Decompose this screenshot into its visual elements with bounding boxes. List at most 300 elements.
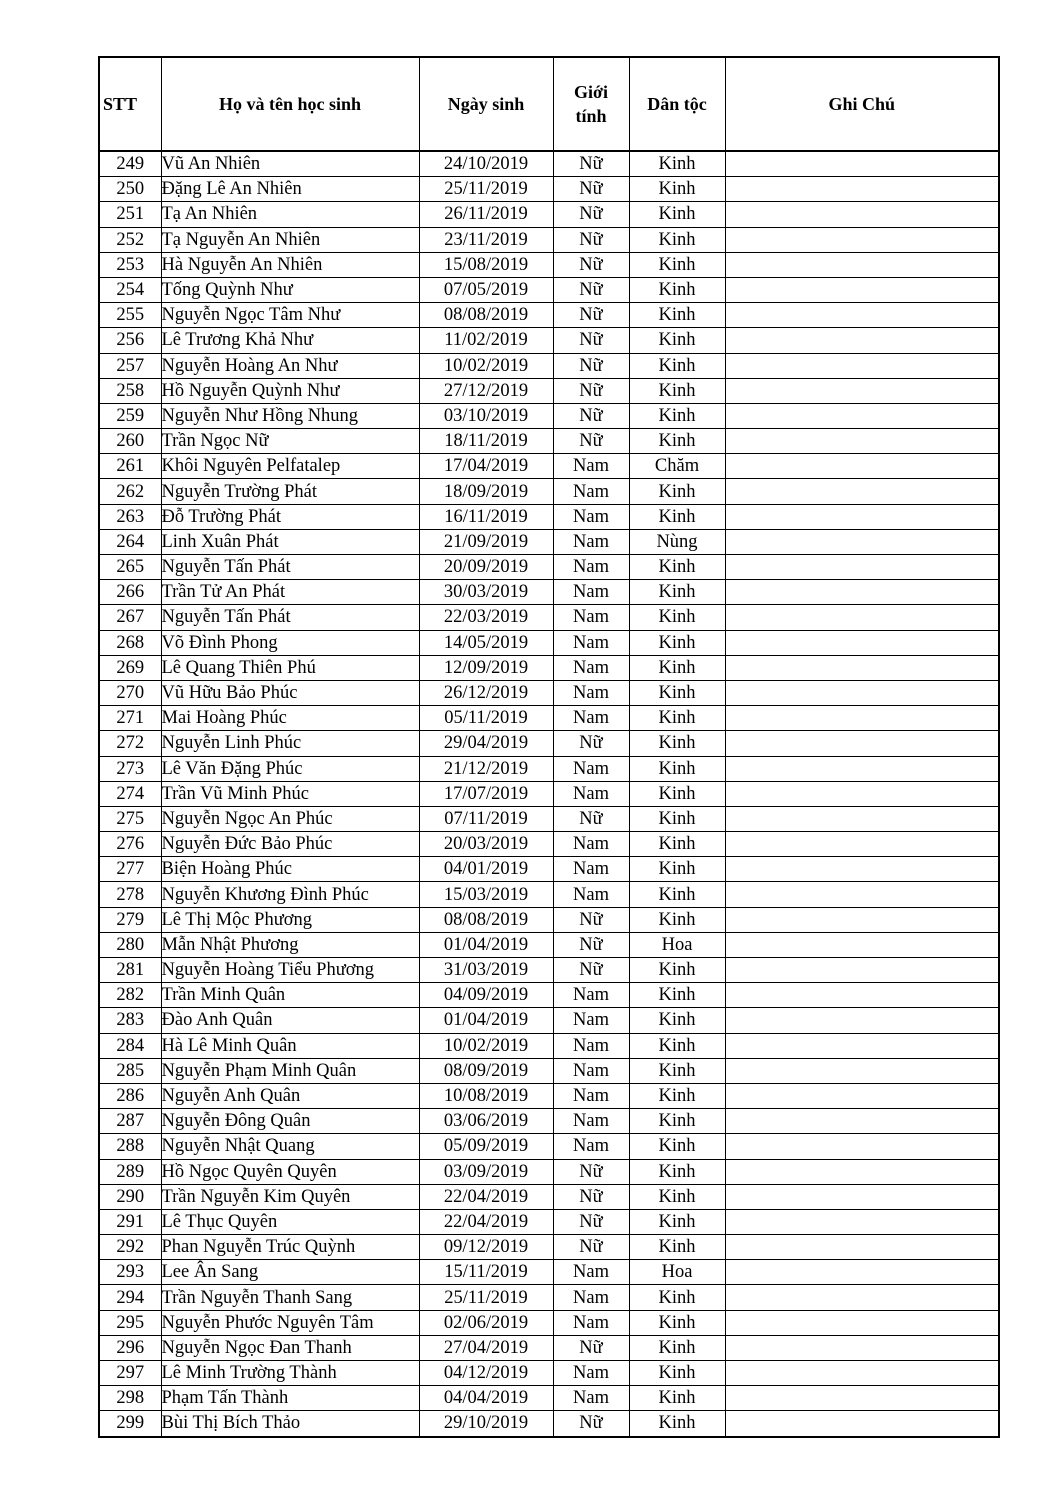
cell-gender: Nữ [553,353,629,378]
cell-stt: 250 [99,177,161,202]
cell-gender: Nữ [553,429,629,454]
table-row [99,731,999,756]
cell-gender: Nữ [553,378,629,403]
cell-stt: 249 [99,151,161,177]
header-note: Ghi Chú [725,57,999,151]
table-row [99,1109,999,1134]
cell-note [725,1184,999,1209]
cell-stt: 263 [99,504,161,529]
table-row [99,857,999,882]
cell-stt: 268 [99,630,161,655]
cell-dob: 14/05/2019 [419,630,553,655]
table-row [99,680,999,705]
cell-gender: Nữ [553,731,629,756]
cell-ethnicity: Kinh [629,680,725,705]
table-row [99,655,999,680]
cell-ethnicity: Kinh [629,1134,725,1159]
cell-ethnicity: Kinh [629,277,725,302]
cell-name: Trần Nguyễn Thanh Sang [161,1285,419,1310]
cell-name: Bùi Thị Bích Thảo [161,1411,419,1437]
cell-ethnicity: Kinh [629,731,725,756]
cell-dob: 26/11/2019 [419,202,553,227]
cell-ethnicity: Kinh [629,1335,725,1360]
cell-note [725,529,999,554]
cell-note [725,756,999,781]
cell-dob: 15/08/2019 [419,252,553,277]
cell-note [725,857,999,882]
cell-dob: 31/03/2019 [419,958,553,983]
cell-note [725,781,999,806]
cell-ethnicity: Kinh [629,1411,725,1437]
cell-dob: 04/01/2019 [419,857,553,882]
table-header-row [99,57,999,151]
header-dob: Ngày sinh [419,57,553,151]
cell-ethnicity: Kinh [629,983,725,1008]
cell-name: Lê Quang Thiên Phú [161,655,419,680]
table-row [99,504,999,529]
table-row [99,227,999,252]
cell-gender: Nữ [553,1184,629,1209]
cell-stt: 274 [99,781,161,806]
cell-stt: 289 [99,1159,161,1184]
cell-gender: Nữ [553,177,629,202]
cell-dob: 24/10/2019 [419,151,553,177]
header-gender [553,57,629,151]
table-row [99,1260,999,1285]
cell-name: Nguyễn Ngọc Tâm Như [161,303,419,328]
cell-gender: Nữ [553,1235,629,1260]
table-row [99,1184,999,1209]
cell-name: Mai Hoàng Phúc [161,706,419,731]
cell-gender: Nữ [553,1335,629,1360]
cell-dob: 20/09/2019 [419,555,553,580]
cell-gender: Nam [553,454,629,479]
cell-dob: 09/12/2019 [419,1235,553,1260]
cell-gender: Nam [553,1361,629,1386]
cell-gender: Nam [553,1310,629,1335]
cell-stt: 259 [99,403,161,428]
cell-name: Nguyễn Hoàng An Như [161,353,419,378]
cell-gender: Nam [553,605,629,630]
cell-stt: 261 [99,454,161,479]
cell-ethnicity: Kinh [629,378,725,403]
cell-name: Lee Ân Sang [161,1260,419,1285]
cell-dob: 08/08/2019 [419,303,553,328]
cell-note [725,1235,999,1260]
cell-name: Nguyễn Đông Quân [161,1109,419,1134]
cell-dob: 25/11/2019 [419,177,553,202]
header-gender-line2: tính [575,106,607,126]
table-row [99,1058,999,1083]
cell-stt: 278 [99,882,161,907]
cell-ethnicity: Kinh [629,832,725,857]
cell-gender: Nữ [553,227,629,252]
cell-note [725,479,999,504]
cell-name: Mẫn Nhật Phương [161,932,419,957]
table-row [99,403,999,428]
cell-name: Tạ An Nhiên [161,202,419,227]
cell-stt: 275 [99,806,161,831]
cell-stt: 256 [99,328,161,353]
cell-note [725,706,999,731]
cell-dob: 17/07/2019 [419,781,553,806]
cell-gender: Nữ [553,403,629,428]
cell-note [725,429,999,454]
cell-stt: 292 [99,1235,161,1260]
cell-note [725,353,999,378]
cell-stt: 287 [99,1109,161,1134]
cell-note [725,958,999,983]
cell-gender: Nam [553,479,629,504]
cell-gender: Nam [553,857,629,882]
cell-note [725,177,999,202]
cell-ethnicity: Hoa [629,1260,725,1285]
table-row [99,1159,999,1184]
cell-name: Trần Tử An Phát [161,580,419,605]
cell-ethnicity: Kinh [629,227,725,252]
cell-stt: 297 [99,1361,161,1386]
cell-gender: Nữ [553,277,629,302]
cell-name: Lê Trương Khả Như [161,328,419,353]
cell-dob: 22/03/2019 [419,605,553,630]
cell-dob: 01/04/2019 [419,1008,553,1033]
cell-ethnicity: Kinh [629,303,725,328]
cell-ethnicity: Kinh [629,177,725,202]
cell-dob: 10/08/2019 [419,1083,553,1108]
cell-stt: 254 [99,277,161,302]
table-row [99,882,999,907]
header-name: Họ và tên học sinh [161,57,419,151]
cell-note [725,555,999,580]
cell-note [725,1310,999,1335]
table-row [99,353,999,378]
cell-gender: Nam [553,580,629,605]
cell-note [725,580,999,605]
cell-ethnicity: Kinh [629,202,725,227]
table-row [99,328,999,353]
cell-gender: Nam [553,630,629,655]
cell-dob: 27/04/2019 [419,1335,553,1360]
cell-name: Linh Xuân Phát [161,529,419,554]
cell-dob: 04/12/2019 [419,1361,553,1386]
table-row [99,806,999,831]
header-stt: STT [99,57,161,151]
cell-dob: 12/09/2019 [419,655,553,680]
table-row [99,479,999,504]
cell-gender: Nam [553,1260,629,1285]
cell-stt: 282 [99,983,161,1008]
cell-ethnicity: Kinh [629,1083,725,1108]
cell-stt: 296 [99,1335,161,1360]
cell-name: Nguyễn Tấn Phát [161,555,419,580]
table-row [99,932,999,957]
cell-ethnicity: Kinh [629,555,725,580]
cell-stt: 265 [99,555,161,580]
cell-note [725,832,999,857]
cell-stt: 279 [99,907,161,932]
cell-name: Nguyễn Linh Phúc [161,731,419,756]
header-gender-line1: Giới [574,82,608,102]
cell-dob: 23/11/2019 [419,227,553,252]
cell-note [725,605,999,630]
cell-note [725,227,999,252]
cell-name: Nguyễn Ngọc An Phúc [161,806,419,831]
cell-name: Nguyễn Như Hồng Nhung [161,403,419,428]
cell-stt: 280 [99,932,161,957]
cell-note [725,731,999,756]
cell-note [725,202,999,227]
cell-note [725,303,999,328]
cell-name: Nguyễn Tấn Phát [161,605,419,630]
cell-gender: Nữ [553,932,629,957]
cell-gender: Nữ [553,328,629,353]
cell-stt: 276 [99,832,161,857]
cell-note [725,1083,999,1108]
table-row [99,177,999,202]
cell-name: Nguyễn Khương Đình Phúc [161,882,419,907]
cell-dob: 27/12/2019 [419,378,553,403]
cell-gender: Nam [553,1033,629,1058]
cell-gender: Nữ [553,202,629,227]
table-row [99,907,999,932]
cell-dob: 04/04/2019 [419,1386,553,1411]
cell-note [725,680,999,705]
cell-gender: Nữ [553,806,629,831]
cell-dob: 03/06/2019 [419,1109,553,1134]
cell-stt: 294 [99,1285,161,1310]
cell-note [725,1159,999,1184]
cell-name: Phan Nguyễn Trúc Quỳnh [161,1235,419,1260]
cell-stt: 258 [99,378,161,403]
cell-ethnicity: Kinh [629,1109,725,1134]
cell-dob: 03/10/2019 [419,403,553,428]
cell-dob: 16/11/2019 [419,504,553,529]
table-row [99,1361,999,1386]
cell-name: Lê Thục Quyên [161,1209,419,1234]
table-row [99,756,999,781]
cell-ethnicity: Kinh [629,756,725,781]
cell-dob: 08/08/2019 [419,907,553,932]
cell-ethnicity: Kinh [629,1008,725,1033]
cell-name: Nguyễn Phạm Minh Quân [161,1058,419,1083]
cell-ethnicity: Kinh [629,655,725,680]
cell-gender: Nam [553,983,629,1008]
cell-note [725,655,999,680]
cell-gender: Nam [553,1285,629,1310]
cell-name: Đỗ Trường Phát [161,504,419,529]
table-row [99,1285,999,1310]
cell-dob: 02/06/2019 [419,1310,553,1335]
cell-dob: 03/09/2019 [419,1159,553,1184]
cell-dob: 20/03/2019 [419,832,553,857]
cell-ethnicity: Kinh [629,630,725,655]
cell-dob: 17/04/2019 [419,454,553,479]
cell-stt: 251 [99,202,161,227]
table-row [99,1033,999,1058]
cell-gender: Nữ [553,151,629,177]
cell-stt: 285 [99,1058,161,1083]
cell-note [725,454,999,479]
cell-dob: 05/11/2019 [419,706,553,731]
cell-stt: 288 [99,1134,161,1159]
cell-name: Lê Thị Mộc Phương [161,907,419,932]
cell-ethnicity: Kinh [629,1310,725,1335]
cell-name: Tống Quỳnh Như [161,277,419,302]
cell-ethnicity: Kinh [629,1184,725,1209]
cell-note [725,504,999,529]
cell-name: Hồ Nguyễn Quỳnh Như [161,378,419,403]
cell-note [725,1033,999,1058]
table-row [99,555,999,580]
cell-gender: Nam [553,680,629,705]
cell-name: Lê Văn Đặng Phúc [161,756,419,781]
cell-ethnicity: Kinh [629,882,725,907]
cell-gender: Nam [553,1134,629,1159]
cell-stt: 262 [99,479,161,504]
cell-name: Đào Anh Quân [161,1008,419,1033]
table-row [99,429,999,454]
cell-dob: 22/04/2019 [419,1184,553,1209]
cell-name: Khôi Nguyên Pelfatalep [161,454,419,479]
cell-stt: 271 [99,706,161,731]
cell-dob: 10/02/2019 [419,1033,553,1058]
cell-name: Nguyễn Nhật Quang [161,1134,419,1159]
cell-stt: 252 [99,227,161,252]
cell-note [725,151,999,177]
cell-stt: 260 [99,429,161,454]
cell-gender: Nam [553,1386,629,1411]
table-row [99,303,999,328]
cell-dob: 05/09/2019 [419,1134,553,1159]
cell-gender: Nam [553,529,629,554]
cell-name: Vũ An Nhiên [161,151,419,177]
table-row [99,151,999,177]
cell-ethnicity: Chăm [629,454,725,479]
cell-dob: 18/11/2019 [419,429,553,454]
cell-ethnicity: Kinh [629,857,725,882]
cell-name: Trần Ngọc Nữ [161,429,419,454]
table-row [99,1008,999,1033]
cell-gender: Nam [553,756,629,781]
cell-ethnicity: Nùng [629,529,725,554]
cell-ethnicity: Kinh [629,958,725,983]
cell-name: Trần Vũ Minh Phúc [161,781,419,806]
cell-note [725,932,999,957]
table-row [99,706,999,731]
cell-gender: Nam [553,555,629,580]
cell-dob: 22/04/2019 [419,1209,553,1234]
cell-stt: 281 [99,958,161,983]
cell-stt: 253 [99,252,161,277]
cell-name: Trần Minh Quân [161,983,419,1008]
cell-note [725,882,999,907]
cell-dob: 21/12/2019 [419,756,553,781]
table-row [99,454,999,479]
cell-note [725,1386,999,1411]
table-row [99,252,999,277]
table-row [99,202,999,227]
cell-ethnicity: Kinh [629,504,725,529]
cell-dob: 15/11/2019 [419,1260,553,1285]
cell-dob: 30/03/2019 [419,580,553,605]
cell-stt: 264 [99,529,161,554]
cell-stt: 277 [99,857,161,882]
cell-stt: 286 [99,1083,161,1108]
table-body [99,151,999,1437]
cell-stt: 266 [99,580,161,605]
cell-name: Đặng Lê An Nhiên [161,177,419,202]
cell-stt: 283 [99,1008,161,1033]
cell-note [725,328,999,353]
cell-ethnicity: Kinh [629,605,725,630]
cell-gender: Nam [553,1083,629,1108]
cell-note [725,1260,999,1285]
cell-dob: 07/05/2019 [419,277,553,302]
table-row [99,378,999,403]
cell-name: Võ Đình Phong [161,630,419,655]
table-row [99,1386,999,1411]
cell-name: Nguyễn Ngọc Đan Thanh [161,1335,419,1360]
cell-name: Trần Nguyễn Kim Quyên [161,1184,419,1209]
cell-ethnicity: Kinh [629,706,725,731]
table-row [99,983,999,1008]
table-row [99,1083,999,1108]
cell-ethnicity: Kinh [629,1285,725,1310]
cell-name: Hồ Ngọc Quyên Quyên [161,1159,419,1184]
cell-name: Nguyễn Anh Quân [161,1083,419,1108]
cell-name: Lê Minh Trường Thành [161,1361,419,1386]
cell-note [725,1008,999,1033]
cell-stt: 257 [99,353,161,378]
table-row [99,1235,999,1260]
cell-ethnicity: Kinh [629,580,725,605]
table-row [99,605,999,630]
cell-stt: 298 [99,1386,161,1411]
cell-note [725,1361,999,1386]
student-roster-table [98,56,1000,1438]
cell-name: Tạ Nguyễn An Nhiên [161,227,419,252]
table-row [99,630,999,655]
cell-dob: 25/11/2019 [419,1285,553,1310]
cell-note [725,1209,999,1234]
cell-ethnicity: Kinh [629,353,725,378]
cell-name: Biện Hoàng Phúc [161,857,419,882]
cell-name: Hà Nguyễn An Nhiên [161,252,419,277]
cell-name: Vũ Hữu Bảo Phúc [161,680,419,705]
cell-ethnicity: Kinh [629,252,725,277]
cell-gender: Nam [553,1058,629,1083]
cell-gender: Nam [553,832,629,857]
cell-dob: 08/09/2019 [419,1058,553,1083]
cell-name: Hà Lê Minh Quân [161,1033,419,1058]
cell-gender: Nam [553,781,629,806]
cell-gender: Nữ [553,958,629,983]
cell-dob: 29/04/2019 [419,731,553,756]
cell-stt: 295 [99,1310,161,1335]
table-row [99,277,999,302]
cell-ethnicity: Kinh [629,1058,725,1083]
table-row [99,1310,999,1335]
cell-stt: 299 [99,1411,161,1437]
cell-name: Nguyễn Trường Phát [161,479,419,504]
cell-ethnicity: Kinh [629,1159,725,1184]
table-row [99,1134,999,1159]
cell-gender: Nữ [553,1209,629,1234]
cell-note [725,1058,999,1083]
cell-name: Nguyễn Đức Bảo Phúc [161,832,419,857]
cell-gender: Nam [553,1109,629,1134]
cell-dob: 18/09/2019 [419,479,553,504]
